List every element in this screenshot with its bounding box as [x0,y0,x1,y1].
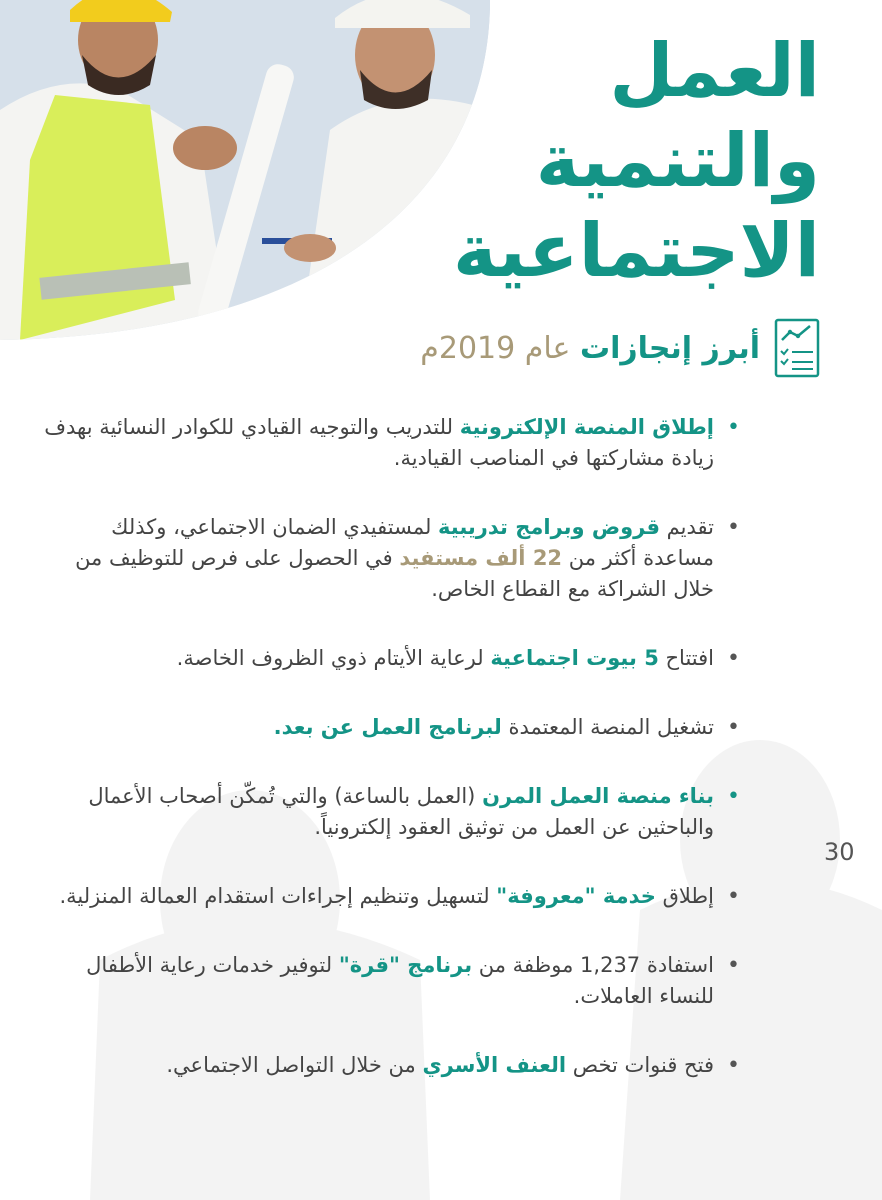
section-heading [420,318,820,378]
chart-checklist-icon [774,318,820,378]
item-text: إطلاق [655,884,714,908]
list-item [42,950,742,1012]
item-text: لتوفير خدمات رعاية الأطفال للنساء العاملات. [86,953,714,1008]
item-text: (العمل بالساعة) والتي تُمكّن أصحاب الأعمال والباحثين عن العمل من توثيق العقود إلكترونياً. [88,784,714,839]
page-title [400,26,820,296]
list-item [42,643,742,674]
heading-year: عام 2019م [420,330,571,366]
item-highlight: برنامج "قرة" [338,953,473,977]
item-text: لتسهيل وتنظيم إجراءات استقدام العمالة المنزلية. [59,884,497,908]
heading-strong: أبرز إنجازات [579,330,760,366]
item-text: تقديم [660,515,714,539]
item-text: من خلال التواصل الاجتماعي. [166,1053,423,1077]
item-highlight: لبرنامج العمل عن بعد. [273,715,502,739]
item-highlight: إطلاق المنصة الإلكترونية [459,415,714,439]
list-item [42,512,742,605]
item-highlight: 5 بيوت اجتماعية [490,646,659,670]
item-text: استفادة 1,237 موظفة من [472,953,714,977]
item-highlight: قروض وبرامج تدريبية [438,515,660,539]
title-line: العمل [609,28,820,114]
item-highlight-gold: 22 ألف مستفيد [399,546,563,570]
title-line: الاجتماعية [452,208,820,294]
item-text: لمستفيدي الضمان الاجتماعي، وكذلك مساعدة أكثر من [111,515,714,570]
item-text: افتتاح [658,646,714,670]
list-item [42,712,742,743]
item-text: لرعاية الأيتام ذوي الظروف الخاصة. [176,646,491,670]
item-text: فتح قنوات تخص [566,1053,714,1077]
item-text: للتدريب والتوجيه القيادي للكوادر النسائية بهدف زيادة مشاركتها في المناصب القيادية. [44,415,714,470]
item-highlight: خدمة "معروفة" [496,884,656,908]
list-item [42,781,742,843]
item-text: في الحصول على فرص للتوظيف من خلال الشراكة مع القطاع الخاص. [75,546,714,601]
item-text: تشغيل المنصة المعتمدة [501,715,714,739]
list-item [42,412,742,474]
list-item [42,1050,742,1081]
section-heading-text [420,331,760,366]
title-line: والتنمية [535,118,820,204]
list-item [42,881,742,912]
page-number: 30 [824,838,855,866]
item-highlight: بناء منصة العمل المرن [482,784,714,808]
item-highlight: العنف الأسري [422,1053,567,1077]
achievements-list [42,412,742,1119]
